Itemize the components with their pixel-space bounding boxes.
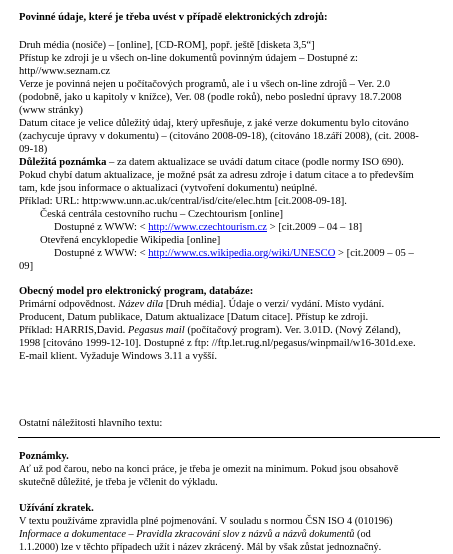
section-heading-electronic-sources: Povinné údaje, které je třeba uvést v případě elektronických zdrojů: <box>19 12 328 23</box>
text-segment: (od <box>354 529 371 540</box>
paragraph-line: Verze je povinná nejen u počítačových programů, ale i u všech on-line zdrojů – Ver. 2.0 <box>19 79 391 90</box>
link-wikipedia-unesco[interactable]: http://www.cs.wikipedia.org/wiki/UNESCO <box>148 248 336 259</box>
text-segment: [Druh média]. Údaje o verzi/ vydání. Místo vydání. <box>163 299 385 310</box>
example-line: Příklad: URL: http:www.unn.ac.uk/central/isd/cite/elec.htm [cit.2008-09-18]. <box>19 196 347 207</box>
paragraph-line: 1998 [citováno 1999-12-10]. Dostupné z ftp: //ftp.let.rug.nl/pegasus/winpmail/w16-301d.exe. <box>19 338 416 349</box>
example-prefix: Dostupné z WWW: < <box>54 248 149 259</box>
text-segment: (počítačový program). Ver. 3.01D. (Nový Zéland), <box>184 325 401 336</box>
example-line <box>54 221 362 234</box>
example-suffix: > [cit.2009 – 04 – 18] <box>266 222 363 233</box>
paragraph-line <box>19 528 371 541</box>
italic-segment: Informace a dokumentace – Pravidla zkracování slov z názvů a názvů dokumentů <box>19 529 355 540</box>
text-segment: Primární odpovědnost. <box>19 299 119 310</box>
paragraph-line: Přístup ke zdroji je u všech on-line dokumentů povinným údajem – Dostupné z: <box>19 53 358 64</box>
important-note-text: – za datem aktualizace se uvádí datum citace (podle normy ISO 690). <box>106 157 404 168</box>
paragraph-line: (zachycuje úpravy v dokumentu) – (citováno 2008-09-18), (citováno 18.září 2008), (cit. 2008- <box>19 131 419 142</box>
paragraph-line: http//www.seznam.cz <box>19 66 111 77</box>
paragraph-line: Ať už pod čarou, nebo na konci práce, je třeba je omezit na minimum. Pokud jsou obsahově <box>19 464 399 475</box>
section-heading-general-model: Obecný model pro elektronický program, databáze: <box>19 286 254 297</box>
example-line: Česká centrála cestovního ruchu – Czechtourism [online] <box>40 209 283 220</box>
paragraph-line: Producent, Datum publikace, Datum aktualizace [Datum citace]. Přístup ke zdroji. <box>19 312 369 323</box>
example-line <box>54 247 414 260</box>
italic-segment: Název díla <box>118 299 164 310</box>
paragraph-line: V textu používáme zpravidla plné pojmenování. V souladu s normou ČSN ISO 4 (010196) <box>19 516 393 527</box>
paragraph-line: 09] <box>19 261 34 272</box>
important-note-label: Důležitá poznámka <box>19 157 107 168</box>
paragraph-line: (podobně, jako u kapitoly v knížce), Ver. 08 (podle roků), nebo poslední úpravy 18.7.2008 <box>19 92 402 103</box>
paragraph-line: tam, kde jsou informace o aktualizaci (vytvoření dokumentu) neúplné. <box>19 183 318 194</box>
text-segment: Příklad: HARRIS,David. <box>19 325 128 336</box>
paragraph-line <box>19 298 384 311</box>
paragraph-line: Pokud chybí datum aktualizace, je možné psát za adresu zdroje i datum citace a to především <box>19 170 414 181</box>
paragraph-line: Datum citace je velice důležitý údaj, který upřesňuje, z jaké verze dokumentu bylo citováno <box>19 118 409 129</box>
important-note-line <box>19 156 404 169</box>
example-prefix: Dostupné z WWW: < <box>54 222 149 233</box>
example-line: Otevřená encyklopedie Wikipedia [online] <box>40 235 221 246</box>
paragraph-line: 09-18) <box>19 144 48 155</box>
section-heading-notes: Poznámky. <box>19 451 69 462</box>
paragraph-line <box>19 324 401 337</box>
paragraph-line: skutečně důležité, je třeba je včlenit do výkladu. <box>19 477 218 488</box>
section-heading-abbreviations: Užívání zkratek. <box>19 503 94 514</box>
paragraph-line: 1.1.2000) lze v těchto případech užít i název zkrácený. Mál by však zůstat jednoznačný. <box>19 542 382 553</box>
italic-segment: Pegasus mail <box>127 325 185 336</box>
paragraph-line: Druh média (nosiče) – [online], [CD-ROM], popř. ještě [disketa 3,5“] <box>19 40 315 51</box>
example-suffix: > [cit.2009 – 05 – <box>335 248 414 259</box>
horizontal-rule <box>18 437 440 438</box>
other-requirements-label: Ostatní náležitosti hlavního textu: <box>19 418 163 429</box>
paragraph-line: (www stránky) <box>19 105 83 116</box>
link-czechtourism[interactable]: http://www.czechtourism.cz <box>148 222 267 233</box>
paragraph-line: E-mail klient. Vyžaduje Windows 3.11 a vyšší. <box>19 351 217 362</box>
